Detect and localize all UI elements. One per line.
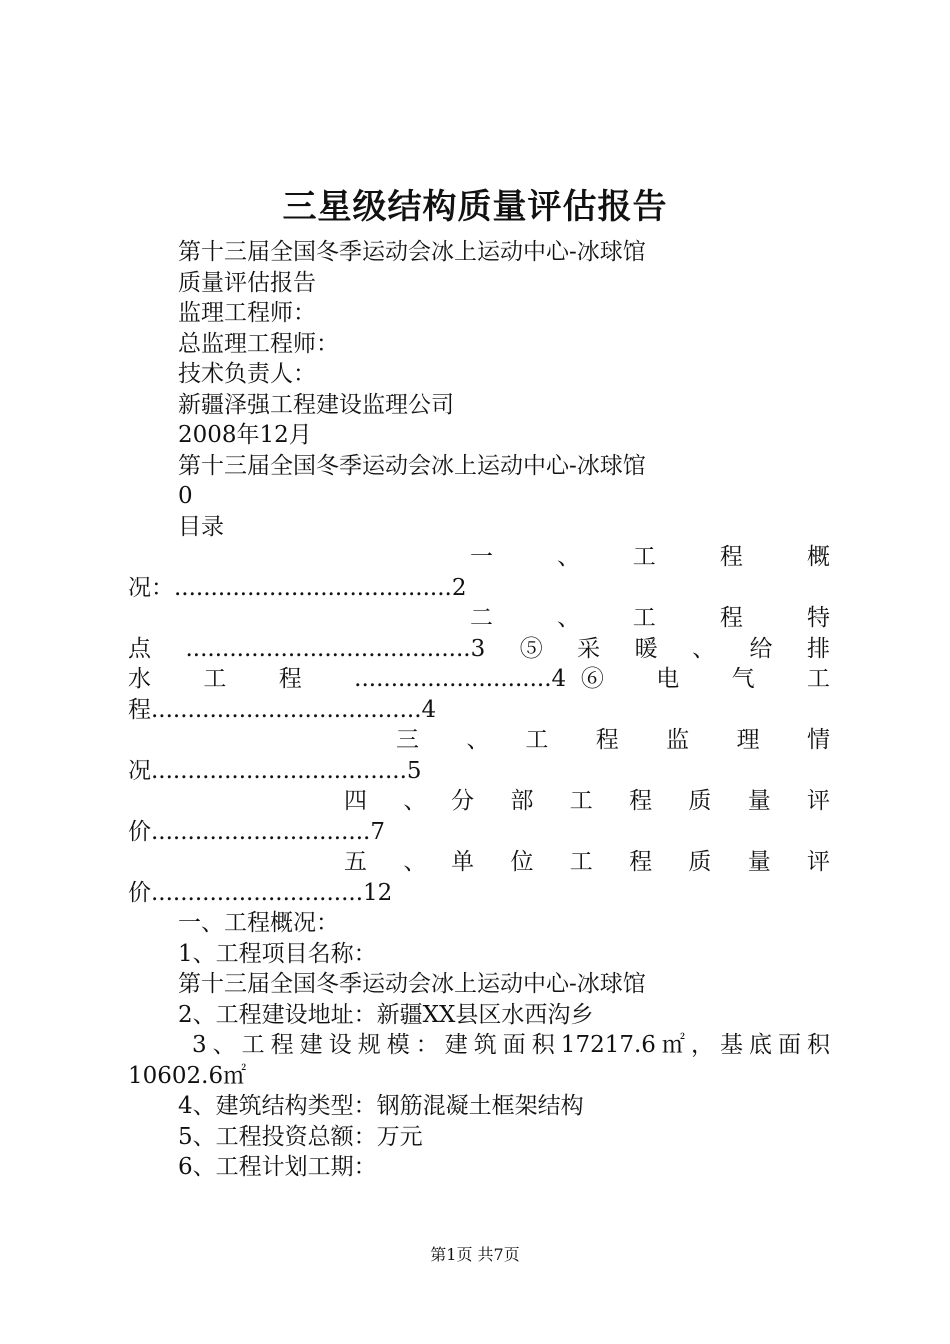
toc-line: 三 、 工 程 监 理 情	[396, 727, 830, 753]
toc-line: 一 、 工 程 概	[470, 544, 830, 570]
body-line-structure-type: 4、建筑结构类型：钢筋混凝土框架结构	[178, 1093, 584, 1119]
cover-line-chief-engineer: 总监理工程师：	[178, 331, 339, 357]
section-heading-overview: 一、工程概况：	[178, 910, 339, 936]
toc-heading: 目录	[178, 514, 224, 540]
toc-line: 价.............................12	[128, 880, 393, 906]
body-line-investment: 5、工程投资总额：万元	[178, 1124, 423, 1150]
body-line-project-name: 第十三届全国冬季运动会冰上运动中心-冰球馆	[178, 971, 646, 997]
cover-line-page-zero: 0	[178, 483, 193, 509]
cover-line-engineer: 监理工程师：	[178, 300, 316, 326]
toc-line: 况：......................................2	[128, 575, 467, 601]
toc-line: 五 、 单 位 工 程 质 量 评	[344, 849, 830, 875]
toc-line: 程.....................................4	[128, 697, 437, 723]
cover-line-report: 质量评估报告	[178, 270, 316, 296]
page-footer: 第1页 共7页	[430, 1245, 520, 1264]
cover-line-tech-lead: 技术负责人：	[178, 361, 316, 387]
body-line-scale: 3、工程建设规模：建筑面积17217.6㎡，基底面积	[192, 1032, 830, 1058]
cover-line-date: 2008年12月	[178, 422, 312, 448]
cover-line-project-repeat: 第十三届全国冬季运动会冰上运动中心-冰球馆	[178, 453, 646, 479]
toc-line: 点.......................................3⑤采暖、给排	[128, 636, 830, 662]
body-line-scale-continued: 10602.6㎡	[128, 1063, 247, 1089]
body-line-schedule: 6、工程计划工期：	[178, 1154, 377, 1180]
toc-line: 二 、 工 程 特	[470, 605, 830, 631]
body-line-address: 2、工程建设地址：新疆XX县区水西沟乡	[178, 1002, 594, 1028]
toc-line: 况...................................5	[128, 758, 422, 784]
cover-line-company: 新疆泽强工程建设监理公司	[178, 392, 454, 418]
cover-line-project: 第十三届全国冬季运动会冰上运动中心-冰球馆	[178, 239, 646, 265]
toc-line: 价..............................7	[128, 819, 385, 845]
body-line-project-name-label: 1、工程项目名称：	[178, 941, 377, 967]
toc-line: 四 、 分 部 工 程 质 量 评	[344, 788, 830, 814]
page-title: 三星级结构质量评估报告	[282, 187, 668, 227]
toc-line: 水 工 程 ...........................4⑥ 电 气 工	[128, 666, 830, 692]
